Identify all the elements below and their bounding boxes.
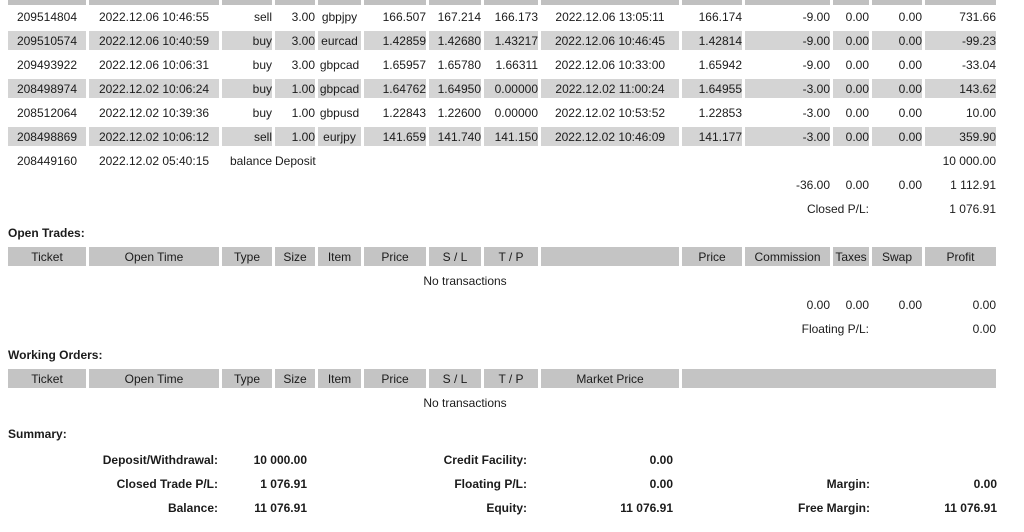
cell-close-time: 2022.12.06 10:33:00 bbox=[554, 57, 666, 72]
open-trades-heading: Open Trades: bbox=[8, 226, 85, 240]
closed-pl-label: Closed P/L: bbox=[806, 201, 869, 216]
cell-close-time: 2022.12.02 10:53:52 bbox=[554, 105, 666, 120]
floating-pl-value: 0.00 bbox=[972, 321, 996, 336]
cell-item: eurjpy bbox=[318, 127, 364, 151]
cell-sl: 1.42680 bbox=[429, 31, 484, 55]
floating-pl bbox=[8, 319, 999, 343]
cell-profit: -33.04 bbox=[961, 57, 996, 72]
header-S / L: S / L bbox=[429, 247, 484, 271]
cell-ticket: 208498869 bbox=[8, 127, 89, 151]
summary-value bbox=[870, 448, 997, 472]
cell-taxes: 0.00 bbox=[833, 31, 872, 55]
spacer bbox=[8, 175, 745, 199]
cropped-cell bbox=[745, 0, 833, 7]
working-orders-heading: Working Orders: bbox=[8, 348, 103, 362]
total-taxes: 0.00 bbox=[845, 177, 869, 192]
summary-row bbox=[8, 472, 997, 496]
cell-commission: -3.00 bbox=[745, 79, 833, 103]
cell-price: 166.507 bbox=[382, 9, 426, 24]
open-totals-row bbox=[8, 295, 999, 319]
total-profit: 1 112.91 bbox=[950, 177, 996, 192]
cell-close-time: 2022.12.02 11:00:24 bbox=[541, 79, 682, 103]
cell-close-time: 2022.12.06 10:46:45 bbox=[541, 31, 682, 55]
header-Item: Item bbox=[318, 247, 364, 271]
cell-swap: 0.00 bbox=[898, 105, 922, 120]
cell-close-time: 2022.12.06 13:05:11 bbox=[555, 9, 665, 24]
summary-row bbox=[8, 448, 997, 472]
cell-type: balance bbox=[229, 153, 272, 168]
spacer bbox=[925, 271, 999, 295]
cell-sl: 141.740 bbox=[429, 127, 484, 151]
cropped-cell bbox=[429, 0, 484, 7]
header-Taxes: Taxes bbox=[833, 247, 872, 271]
summary-label bbox=[673, 448, 870, 472]
cropped-cell bbox=[682, 0, 745, 7]
cell-ticket: 209493922 bbox=[16, 57, 78, 72]
cell-tp: 0.00000 bbox=[484, 79, 541, 103]
no-transactions-text: No transactions bbox=[423, 395, 507, 410]
cell-swap: 0.00 bbox=[898, 57, 922, 72]
cell-commission: -3.00 bbox=[802, 105, 830, 120]
cell-commission bbox=[745, 151, 833, 175]
header-S / L: S / L bbox=[429, 369, 484, 393]
spacer bbox=[8, 319, 745, 343]
total-profit: 0.00 bbox=[972, 297, 996, 312]
cell-sl: 1.22600 bbox=[437, 105, 481, 120]
summary-label: Free Margin: bbox=[797, 501, 870, 515]
cell-commission: -9.00 bbox=[745, 31, 833, 55]
cell-tp: 141.150 bbox=[484, 127, 541, 151]
closed-trades-table bbox=[8, 0, 999, 223]
cell-close-price: 1.42814 bbox=[682, 31, 745, 55]
cell-open-time: 2022.12.02 10:39:36 bbox=[98, 105, 210, 120]
header-Size: Size bbox=[275, 247, 318, 271]
header-Open Time: Open Time bbox=[89, 369, 222, 393]
no-transactions-text: No transactions bbox=[423, 273, 507, 288]
summary-label: Margin: bbox=[826, 477, 870, 491]
cell-open-time: 2022.12.02 10:06:24 bbox=[89, 79, 222, 103]
summary-table bbox=[8, 448, 997, 520]
cell-price: 1.22843 bbox=[382, 105, 426, 120]
summary-label: Floating P/L: bbox=[454, 477, 527, 491]
closed-trade-row bbox=[8, 31, 999, 55]
summary-value: 11 076.91 bbox=[254, 501, 307, 515]
summary-heading: Summary: bbox=[8, 427, 67, 441]
total-commission: 0.00 bbox=[806, 297, 830, 312]
total-swap: 0.00 bbox=[898, 297, 922, 312]
cropped-cell bbox=[484, 0, 541, 7]
open-trades-empty-row bbox=[8, 271, 999, 295]
cell-taxes: 0.00 bbox=[845, 105, 869, 120]
cell-swap: 0.00 bbox=[898, 9, 922, 24]
cell-type: buy bbox=[252, 57, 272, 72]
cell-item: gbpcad bbox=[318, 79, 364, 103]
summary-label: Deposit/Withdrawal: bbox=[102, 453, 218, 467]
cell-size: 3.00 bbox=[275, 31, 318, 55]
summary-value: 10 000.00 bbox=[253, 453, 307, 467]
cropped-cell bbox=[925, 0, 999, 7]
cell-size: 3.00 bbox=[291, 9, 315, 24]
cell-taxes bbox=[833, 151, 872, 175]
cell-sl: 1.65780 bbox=[437, 57, 481, 72]
cell-type: buy bbox=[222, 31, 275, 55]
cell-size: 1.00 bbox=[275, 127, 318, 151]
cell-close-price: 1.65942 bbox=[698, 57, 742, 72]
summary-value: 11 076.91 bbox=[620, 501, 673, 515]
cell-taxes: 0.00 bbox=[845, 57, 869, 72]
header-Price: Price bbox=[364, 369, 429, 393]
closed-totals-row bbox=[8, 175, 999, 199]
cropped-cell bbox=[872, 0, 925, 7]
cell-tp: 0.00000 bbox=[494, 105, 538, 120]
cell-close-time: 2022.12.02 10:46:09 bbox=[541, 127, 682, 151]
header-Item: Item bbox=[318, 369, 364, 393]
closed-trade-row bbox=[8, 79, 999, 103]
cell-item: gbpusd bbox=[319, 105, 360, 120]
cell-sl: 167.214 bbox=[437, 9, 481, 24]
header-Ticket: Ticket bbox=[8, 247, 89, 271]
cropped-cell bbox=[541, 0, 682, 7]
cell-ticket: 208498974 bbox=[8, 79, 89, 103]
total-commission: -36.00 bbox=[795, 177, 830, 192]
header-Open Time: Open Time bbox=[89, 247, 222, 271]
cell-close-price: 1.64955 bbox=[682, 79, 745, 103]
spacer bbox=[8, 199, 745, 223]
cell-tp: 166.173 bbox=[494, 9, 538, 24]
cell-size: 1.00 bbox=[275, 79, 318, 103]
balance-row bbox=[8, 151, 999, 175]
closed-trade-row bbox=[8, 103, 999, 127]
cell-close-price: 1.22853 bbox=[698, 105, 742, 120]
spacer bbox=[8, 295, 745, 319]
cell-tp: 1.43217 bbox=[484, 31, 541, 55]
open-trades-table bbox=[8, 247, 999, 343]
cell-profit: 143.62 bbox=[925, 79, 999, 103]
cell-open-time: 2022.12.06 10:06:31 bbox=[98, 57, 210, 72]
header-T / P: T / P bbox=[484, 247, 541, 271]
summary-value: 0.00 bbox=[649, 477, 673, 491]
summary-label: Equity: bbox=[486, 501, 527, 515]
cell-item: gbpcad bbox=[319, 57, 360, 72]
header-Commission: Commission bbox=[745, 247, 833, 271]
cell-size: 1.00 bbox=[291, 105, 315, 120]
closed-pl bbox=[8, 199, 999, 223]
summary-value: 0.00 bbox=[973, 477, 997, 491]
header-T / P: T / P bbox=[484, 369, 541, 393]
open-trades-header-row bbox=[8, 247, 999, 271]
summary-row bbox=[8, 496, 997, 520]
summary-label: Credit Facility: bbox=[443, 453, 527, 467]
cell-swap: 0.00 bbox=[872, 79, 925, 103]
cell-close-price: 141.177 bbox=[682, 127, 745, 151]
summary-value: 1 076.91 bbox=[260, 477, 307, 491]
cell-type: sell bbox=[253, 9, 272, 24]
header-Type: Type bbox=[222, 369, 275, 393]
cell-open-time: 2022.12.06 10:40:59 bbox=[89, 31, 222, 55]
cell-price: 1.42859 bbox=[364, 31, 429, 55]
cell-size: 3.00 bbox=[291, 57, 315, 72]
cell-profit: -99.23 bbox=[925, 31, 999, 55]
cell-commission: -3.00 bbox=[745, 127, 833, 151]
cell-open-time: 2022.12.06 10:46:55 bbox=[98, 9, 210, 24]
cell-swap: 0.00 bbox=[872, 31, 925, 55]
summary-value: 0.00 bbox=[649, 453, 673, 467]
cell-profit: 10 000.00 bbox=[942, 153, 996, 168]
header-Profit: Profit bbox=[925, 247, 999, 271]
working-orders-empty-row bbox=[8, 393, 999, 417]
cell-close-price: 166.174 bbox=[698, 9, 742, 24]
closed-trade-row bbox=[8, 7, 999, 31]
cropped-cell bbox=[275, 0, 318, 7]
cropped-cell bbox=[8, 0, 89, 7]
cell-item: gbpjpy bbox=[321, 9, 358, 24]
working-orders-header-row bbox=[8, 369, 999, 393]
cell-ticket: 209514804 bbox=[16, 9, 78, 24]
summary-label: Closed Trade P/L: bbox=[116, 477, 218, 491]
total-swap: 0.00 bbox=[898, 177, 922, 192]
header-Price: Price bbox=[364, 247, 429, 271]
cell-profit: 10.00 bbox=[965, 105, 996, 120]
spacer bbox=[925, 393, 999, 417]
cell-type: buy bbox=[222, 79, 275, 103]
closed-trade-row bbox=[8, 127, 999, 151]
cell-commission: -9.00 bbox=[802, 57, 830, 72]
cell-ticket: 208512064 bbox=[16, 105, 78, 120]
cell-type: buy bbox=[252, 105, 272, 120]
cell-commission: -9.00 bbox=[802, 9, 830, 24]
cell-open-time: 2022.12.02 10:06:12 bbox=[89, 127, 222, 151]
header-Size: Size bbox=[275, 369, 318, 393]
cell-profit: 359.90 bbox=[925, 127, 999, 151]
cell-type: sell bbox=[222, 127, 275, 151]
header-Price: Price bbox=[682, 247, 745, 271]
header-Ticket: Ticket bbox=[8, 369, 89, 393]
cropped-cell bbox=[89, 0, 222, 7]
cell-price: 141.659 bbox=[364, 127, 429, 151]
cell-ticket: 208449160 bbox=[16, 153, 78, 168]
header-Swap: Swap bbox=[872, 247, 925, 271]
working-orders-table bbox=[8, 369, 999, 417]
header-Type: Type bbox=[222, 247, 275, 271]
cell-swap bbox=[872, 151, 925, 175]
cell-taxes: 0.00 bbox=[845, 9, 869, 24]
summary-value: 11 076.91 bbox=[944, 501, 997, 515]
cell-close-price bbox=[682, 151, 745, 175]
cell-comment: Deposit bbox=[275, 153, 316, 168]
cropped-cell bbox=[364, 0, 429, 7]
cell-tp: 1.66311 bbox=[495, 57, 538, 72]
cell-swap: 0.00 bbox=[872, 127, 925, 151]
summary-label: Balance: bbox=[167, 501, 218, 515]
header-blank bbox=[682, 369, 999, 393]
cropped-cell bbox=[222, 0, 275, 7]
cropped-row bbox=[8, 0, 999, 7]
cell-item: eurcad bbox=[318, 31, 364, 55]
cell-taxes: 0.00 bbox=[833, 79, 872, 103]
floating-pl-label: Floating P/L: bbox=[801, 321, 869, 336]
cell-profit: 731.66 bbox=[959, 9, 996, 24]
cell-taxes: 0.00 bbox=[833, 127, 872, 151]
closed-trade-row bbox=[8, 55, 999, 79]
cell-open-time: 2022.12.02 05:40:15 bbox=[98, 153, 210, 168]
cell-close-time bbox=[541, 151, 682, 175]
cropped-cell bbox=[833, 0, 872, 7]
cell-sl: 1.64950 bbox=[429, 79, 484, 103]
cell-price: 1.64762 bbox=[364, 79, 429, 103]
header-Market Price: Market Price bbox=[541, 369, 682, 393]
cell-price: 1.65957 bbox=[382, 57, 426, 72]
cropped-cell bbox=[318, 0, 364, 7]
cell-ticket: 209510574 bbox=[8, 31, 89, 55]
closed-pl-value: 1 076.91 bbox=[949, 201, 996, 216]
header-blank bbox=[541, 247, 682, 271]
total-taxes: 0.00 bbox=[845, 297, 869, 312]
